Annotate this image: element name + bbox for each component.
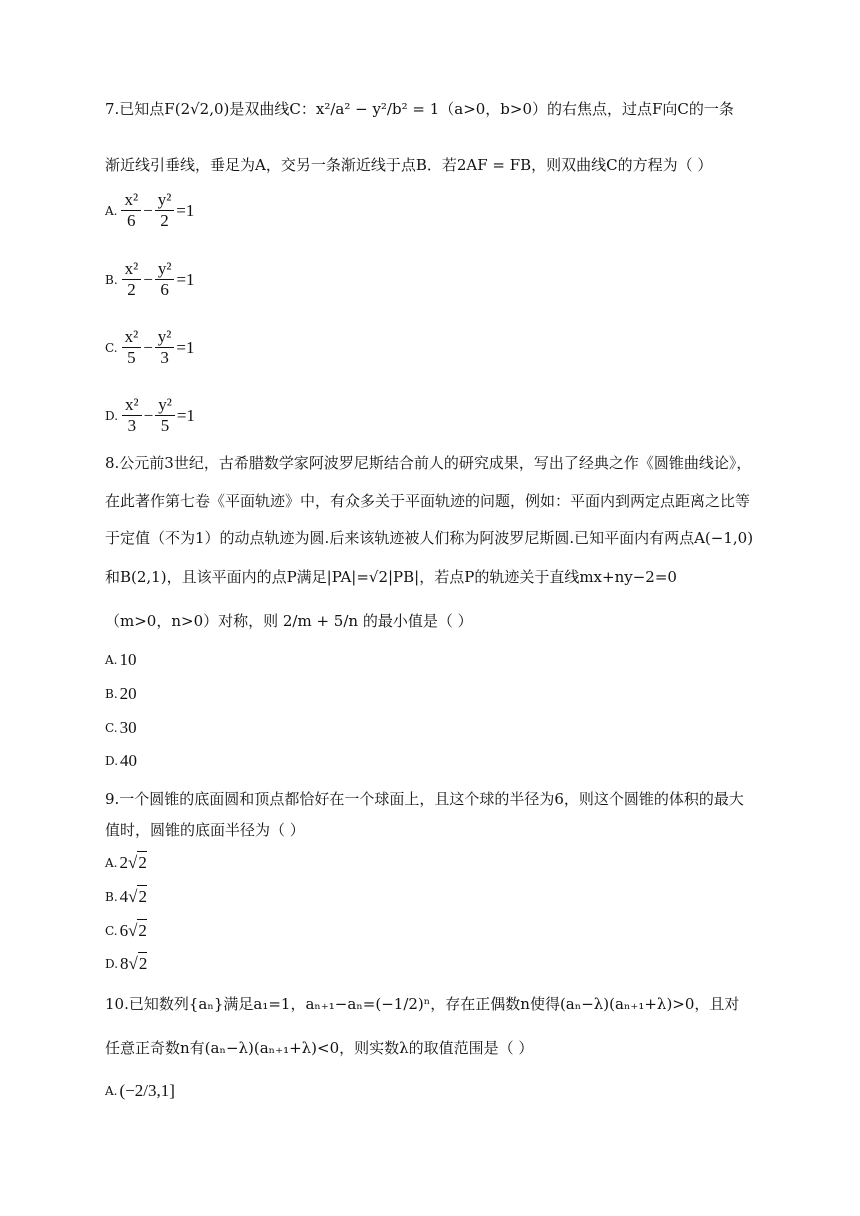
q8-option-c: C. 30 [105, 718, 137, 737]
q9-stem-line-2: 值时，圆锥的底面半径为（ ） [105, 821, 305, 839]
q9-option-c: C. 6 √ 2 [105, 920, 147, 940]
q7-option-d: D. $\frac{\text{x²}}{3}$ − $\frac{\text{y²}}{5}$ =1 [105, 395, 195, 435]
q9-option-a: A. 2 √ 2 [105, 852, 147, 872]
q10-stem-line-2: 任意正奇数n有(aₙ−λ)(aₙ₊₁+λ)<0，则实数λ的取值范围是（ ） [105, 1039, 534, 1057]
q10-stem-line-1: 10.已知数列{aₙ}满足a₁=1，aₙ₊₁−aₙ=(−1/2)ⁿ，存在正偶数n使得(aₙ−λ)(aₙ₊₁+λ)>0，且对 [105, 995, 740, 1013]
q8-stem-line-3: 于定值（不为1）的动点轨迹为圆.后来该轨迹被人们称为阿波罗尼斯圆.已知平面内有两点A(−1,0) [105, 529, 754, 547]
q8-option-a: A. 10 [105, 650, 137, 669]
q9-option-b: B. 4 √ 2 [105, 886, 147, 906]
q8-stem-line-5: （m>0，n>0）对称，则 2/m + 5/n 的最小值是（ ） [105, 612, 473, 630]
q9-option-d: D. 8 √ 2 [105, 953, 148, 973]
q8-stem-line-2: 在此著作第七卷《平面轨迹》中，有众多关于平面轨迹的问题，例如：平面内到两定点距离之比等 [105, 492, 751, 510]
q7-option-a: A. $\frac{\text{x²}}{6}$ − $\frac{\text{y²}}{2}$ =1 [105, 190, 195, 230]
q9-stem-line-1: 9.一个圆锥的底面圆和顶点都恰好在一个球面上，且这个球的半径为6，则这个圆锥的体积的最大 [105, 790, 744, 808]
q7-stem-line-1: 7.已知点F(2√2,0)是双曲线C：x²/a² − y²/b² = 1（a>0，b>0）的右焦点，过点F向C的一条 [105, 100, 734, 118]
q7-option-c: C. $\frac{\text{x²}}{5}$ − $\frac{\text{y²}}{3}$ =1 [105, 327, 195, 367]
q8-option-b: B. 20 [105, 684, 137, 703]
q7-stem-line-2: 渐近线引垂线，垂足为A，交另一条渐近线于点B．若2AF = FB，则双曲线C的方程为（ ） [105, 156, 713, 174]
q10-option-a: A. (−2/3,1] [105, 1081, 175, 1100]
q8-stem-line-4: 和B(2,1)，且该平面内的点P满足|PA|=√2|PB|，若点P的轨迹关于直线mx+ny−2=0 [105, 568, 677, 586]
q8-stem-line-1: 8.公元前3世纪，古希腊数学家阿波罗尼斯结合前人的研究成果，写出了经典之作《圆锥曲线论》， [105, 454, 752, 472]
q8-option-d: D. 40 [105, 751, 138, 770]
q7-option-b: B. $\frac{\text{x²}}{2}$ − $\frac{\text{y²}}{6}$ =1 [105, 259, 195, 299]
